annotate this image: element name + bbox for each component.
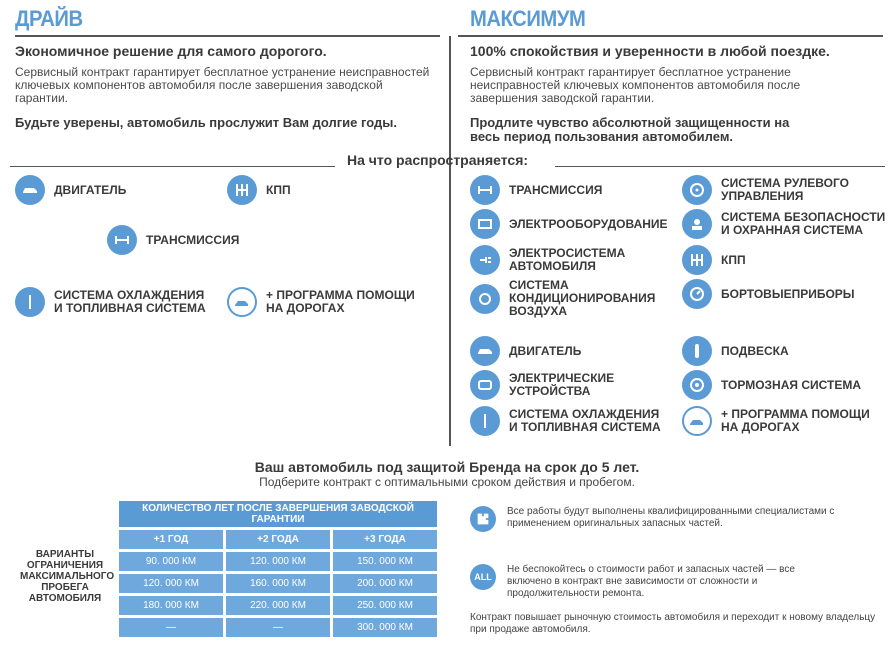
max-item-steering bbox=[682, 175, 881, 205]
max-item-label: ЭЛЕКТРОСИСТЕМА АВТОМОБИЛЯ bbox=[509, 246, 626, 273]
table-cell: 90. 000 КМ bbox=[119, 552, 223, 571]
table-cell: — bbox=[226, 618, 330, 637]
plan-drive-headline: Экономичное решение для самого дорогого. bbox=[15, 43, 327, 59]
cooling-icon bbox=[15, 287, 45, 317]
drive-item-gearbox bbox=[227, 175, 291, 205]
drive-item-label: ТРАНСМИССИЯ bbox=[146, 232, 240, 247]
drive-item-label: СИСТЕМА ОХЛАЖДЕНИЯ И ТОПЛИВНАЯ СИСТЕМА bbox=[54, 288, 206, 315]
coverage-divider-left bbox=[10, 166, 335, 167]
max-item-label: ТРАНСМИССИЯ bbox=[509, 182, 603, 197]
dashboard-gauge-icon bbox=[682, 279, 712, 309]
mileage-table bbox=[116, 498, 440, 640]
max-item-security-system bbox=[682, 209, 891, 239]
table-header: КОЛИЧЕСТВО ЛЕТ ПОСЛЕ ЗАВЕРШЕНИЯ ЗАВОДСКОЙ ГАРАНТИИ bbox=[119, 501, 437, 527]
max-item-label: СИСТЕМА РУЛЕВОГО УПРАВЛЕНИЯ bbox=[721, 176, 849, 203]
max-item-dashboard bbox=[682, 279, 855, 309]
plan-drive-title: ДРАЙВ bbox=[15, 6, 83, 31]
max-item-label: ЭЛЕКТРИЧЕСКИЕ УСТРОЙСТВА bbox=[509, 371, 615, 398]
note-text: Все работы будут выполнены квалифицированными специалистами с применением оригинальных запасных частей. bbox=[507, 506, 835, 529]
max-item-roadside bbox=[682, 406, 881, 436]
max-item-transmission bbox=[470, 175, 602, 205]
table-row bbox=[119, 530, 437, 549]
drive-item-label: + ПРОГРАММА ПОМОЩИ НА ДОРОГАХ bbox=[266, 288, 415, 315]
electric-devices-icon bbox=[470, 370, 500, 400]
table-cell: 220. 000 КМ bbox=[226, 596, 330, 615]
max-item-electrical-equipment bbox=[470, 209, 668, 239]
max-item-gearbox bbox=[682, 245, 746, 275]
table-cell: 250. 000 КМ bbox=[333, 596, 437, 615]
table-cell: — bbox=[119, 618, 223, 637]
top-divider-left bbox=[15, 35, 440, 37]
all-inclusive-icon: ALL bbox=[470, 564, 496, 590]
max-item-air-conditioning bbox=[470, 279, 669, 318]
max-item-label: ТОРМОЗНАЯ СИСТЕМА bbox=[721, 377, 862, 392]
gearbox-icon bbox=[682, 245, 712, 275]
table-cell: 180. 000 КМ bbox=[119, 596, 223, 615]
roadside-assistance-icon bbox=[227, 287, 257, 317]
top-divider-right bbox=[458, 35, 883, 37]
drive-item-transmission bbox=[107, 225, 239, 255]
plan-maximum-title: МАКСИМУМ bbox=[470, 6, 586, 31]
plan-maximum-headline: 100% спокойствия и уверенности в любой поездке. bbox=[470, 43, 830, 59]
table-row bbox=[119, 574, 437, 593]
max-item-label: ЭЛЕКТРООБОРУДОВАНИЕ bbox=[509, 216, 668, 231]
cooling-icon bbox=[470, 406, 500, 436]
max-item-label: СИСТЕМА ОХЛАЖДЕНИЯ И ТОПЛИВНАЯ СИСТЕМА bbox=[509, 407, 661, 434]
table-row bbox=[119, 552, 437, 571]
transmission-icon bbox=[470, 175, 500, 205]
max-item-label: СИСТЕМА БЕЗОПАСНОСТИ И ОХРАННАЯ СИСТЕМА bbox=[721, 210, 886, 237]
plan-maximum-bold-text: Продлите чувство абсолютной защищенности на весь период пользования автомобилем. bbox=[470, 115, 790, 144]
steering-icon bbox=[682, 175, 712, 205]
drive-item-roadside bbox=[227, 287, 426, 317]
max-item-cooling bbox=[470, 406, 669, 436]
security-system-icon bbox=[682, 209, 712, 239]
max-item-label: КПП bbox=[721, 252, 746, 267]
transmission-icon bbox=[107, 225, 137, 255]
note-all-inclusive bbox=[470, 564, 807, 600]
coverage-title: На что распространяется: bbox=[347, 152, 529, 168]
air-conditioning-icon bbox=[470, 284, 500, 314]
vertical-divider bbox=[449, 36, 451, 446]
plan-maximum-description: Сервисный контракт гарантирует бесплатное устранение неисправностей ключевых компонентов автомобиля после завершения заводской гарантии. bbox=[470, 65, 801, 105]
engine-icon bbox=[15, 175, 45, 205]
bottom-title: Ваш автомобиль под защитой Бренда на срок до 5 лет. bbox=[254, 459, 640, 475]
max-item-label: БОРТОВЫЕПРИБОРЫ bbox=[721, 286, 855, 301]
roadside-assistance-icon bbox=[682, 406, 712, 436]
engine-icon bbox=[470, 336, 500, 366]
table-cell: 120. 000 КМ bbox=[226, 552, 330, 571]
suspension-icon bbox=[682, 336, 712, 366]
column-header: +2 ГОДА bbox=[226, 530, 330, 549]
table-cell: 160. 000 КМ bbox=[226, 574, 330, 593]
bottom-subtitle: Подберите контракт с оптимальными сроком действия и пробегом. bbox=[259, 475, 635, 489]
max-item-electric-devices bbox=[470, 370, 639, 400]
plan-drive-description: Сервисный контракт гарантирует бесплатное устранение неисправностей ключевых компонентов автомобиля после завершения заводской гарантии. bbox=[15, 65, 430, 105]
table-cell: 200. 000 КМ bbox=[333, 574, 437, 593]
table-row bbox=[119, 596, 437, 615]
drive-item-label: КПП bbox=[266, 182, 291, 197]
max-item-electric-system bbox=[470, 245, 629, 275]
max-item-brake bbox=[682, 370, 861, 400]
table-cell: 120. 000 КМ bbox=[119, 574, 223, 593]
max-item-suspension bbox=[682, 336, 789, 366]
max-item-label: + ПРОГРАММА ПОМОЩИ НА ДОРОГАХ bbox=[721, 407, 870, 434]
max-item-label: ДВИГАТЕЛЬ bbox=[509, 343, 582, 358]
table-cell: 150. 000 КМ bbox=[333, 552, 437, 571]
table-cell: 300. 000 КМ bbox=[333, 618, 437, 637]
electrical-equipment-icon bbox=[470, 209, 500, 239]
electric-system-icon bbox=[470, 245, 500, 275]
drive-item-engine bbox=[15, 175, 126, 205]
brake-icon bbox=[682, 370, 712, 400]
plan-drive-bold-text: Будьте уверены, автомобиль прослужит Вам долгие годы. bbox=[15, 115, 397, 130]
column-header: +3 ГОДА bbox=[333, 530, 437, 549]
column-header: +1 ГОД bbox=[119, 530, 223, 549]
max-item-engine bbox=[470, 336, 581, 366]
max-item-label: ПОДВЕСКА bbox=[721, 343, 789, 358]
note-quality bbox=[470, 506, 857, 532]
max-item-label: СИСТЕМА КОНДИЦИОНИРОВАНИЯ ВОЗДУХА bbox=[509, 278, 656, 318]
table-row bbox=[119, 618, 437, 637]
note-text: Не беспокойтесь о стоимости работ и запасных частей — все включено в контракт вне зависимости от сложности и продолжительности ремонта. bbox=[507, 564, 795, 599]
mileage-row-label: ВАРИАНТЫ ОГРАНИЧЕНИЯ МАКСИМАЛЬНОГО ПРОБЕГА АВТОМОБИЛЯ bbox=[20, 549, 115, 604]
drive-item-label: ДВИГАТЕЛЬ bbox=[54, 182, 127, 197]
drive-item-cooling bbox=[15, 287, 214, 317]
coverage-divider-right bbox=[555, 166, 885, 167]
gearbox-icon bbox=[227, 175, 257, 205]
note-market-value: Контракт повышает рыночную стоимость автомобиля и переходит к новому владельцу при продаже автомобиля. bbox=[470, 612, 876, 635]
puzzle-icon bbox=[470, 506, 496, 532]
